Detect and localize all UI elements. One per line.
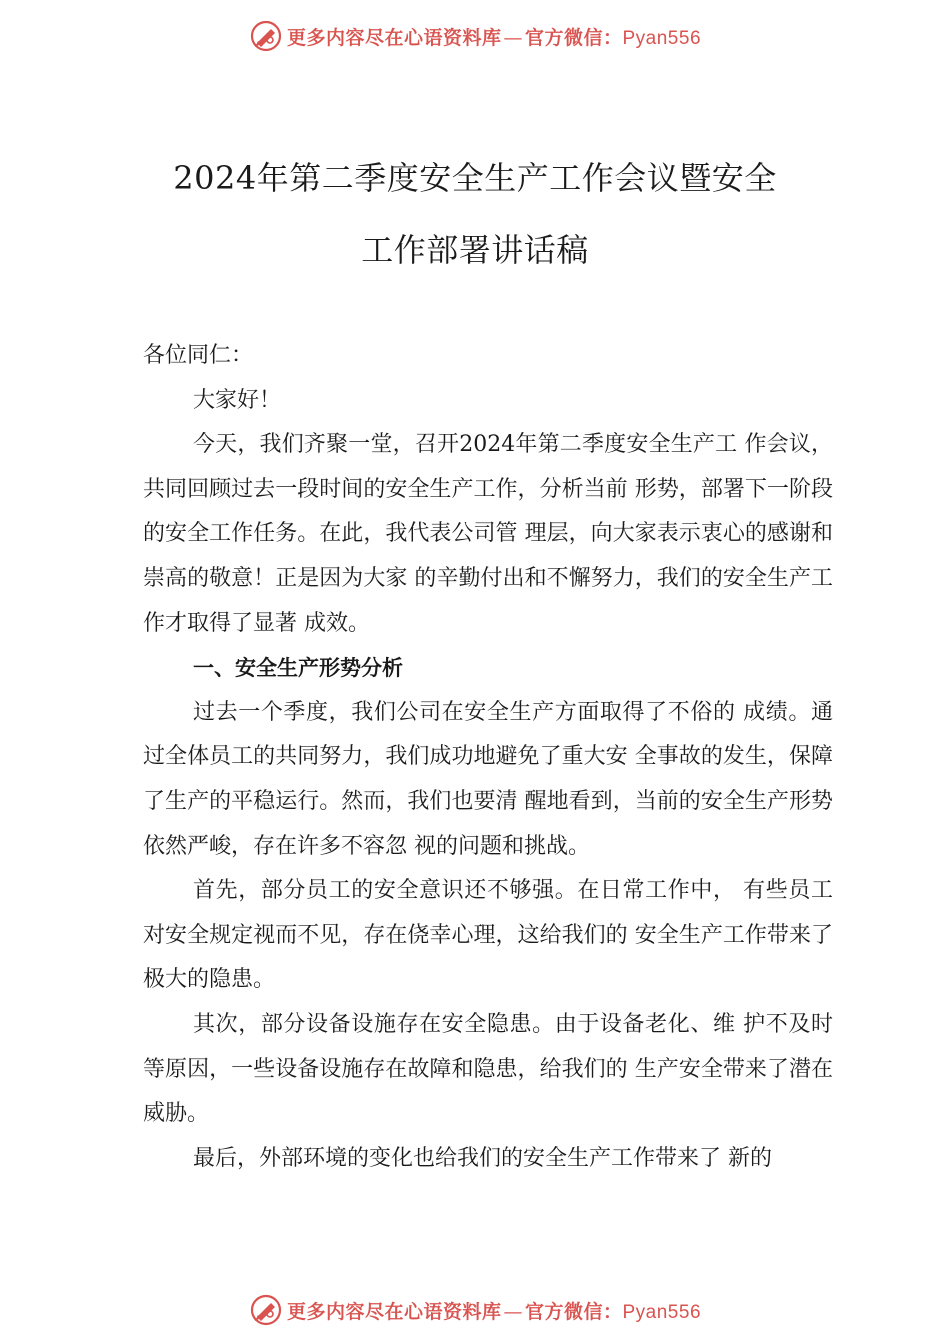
watermark-site: 更多内容尽在心语资料库 — [286, 1300, 502, 1323]
watermark-dash: — — [503, 26, 523, 49]
header-watermark — [0, 16, 950, 56]
footer-watermark — [0, 1290, 950, 1330]
paragraph-last-issue: 最后，外部环境的变化也给我们的安全生产工作带来了 新的 — [193, 1145, 772, 1171]
pen-seal-icon — [249, 19, 283, 53]
paragraph-situation: 过去一个季度，我们公司在安全生产方面取得了不俗的 成绩。通过全体员工的共同努力，我们成功地避免了重大安 全事故的发生，保障了生产的平稳运行。然而，我们也要清 醒地看到，当前的安全生产形势依然严峻，存在许多不容忽 视的问题和挑战。 — [143, 699, 833, 859]
document-body — [143, 334, 833, 1181]
watermark-site: 更多内容尽在心语资料库 — [286, 26, 502, 49]
pen-seal-icon — [249, 1293, 283, 1327]
watermark-id: Pyan556 — [622, 27, 702, 49]
document-title-line-2: 工作部署讲话稿 — [361, 231, 589, 269]
section-heading-1: 一、安全生产形势分析 — [193, 656, 403, 681]
paragraph-opening: 今天，我们齐聚一堂，召开2024年第二季度安全生产工 作会议，共同回顾过去一段时间的安全生产工作，分析当前 形势，部署下一阶段的安全工作任务。在此，我代表公司管 理层，向大家表示衷心的感谢和崇高的敬意！正是因为大家 的辛勤付出和不懈努力，我们的安全生产工作才取得了显著 成效。 — [143, 432, 833, 636]
greeting: 大家好！ — [193, 387, 282, 413]
watermark-id: Pyan556 — [622, 1301, 702, 1323]
watermark-text — [287, 1297, 701, 1324]
paragraph-first-issue: 首先，部分员工的安全意识还不够强。在日常工作中， 有些员工对安全规定视而不见，存在侥幸心理，这给我们的 安全生产工作带来了极大的隐患。 — [143, 878, 833, 993]
paragraph-second-issue: 其次，部分设备设施存在安全隐患。由于设备老化、维 护不及时等原因，一些设备设施存在故障和隐患，给我们的 生产安全带来了潜在威胁。 — [143, 1011, 833, 1127]
watermark-dash: — — [503, 1300, 523, 1323]
salutation: 各位同仁： — [143, 343, 254, 368]
watermark-contact: 官方微信： — [524, 26, 623, 49]
watermark-contact: 官方微信： — [524, 1300, 623, 1323]
watermark-text — [287, 23, 701, 50]
document-title-line-1: 2024年第二季度安全生产工作会议暨安全 — [173, 159, 777, 197]
